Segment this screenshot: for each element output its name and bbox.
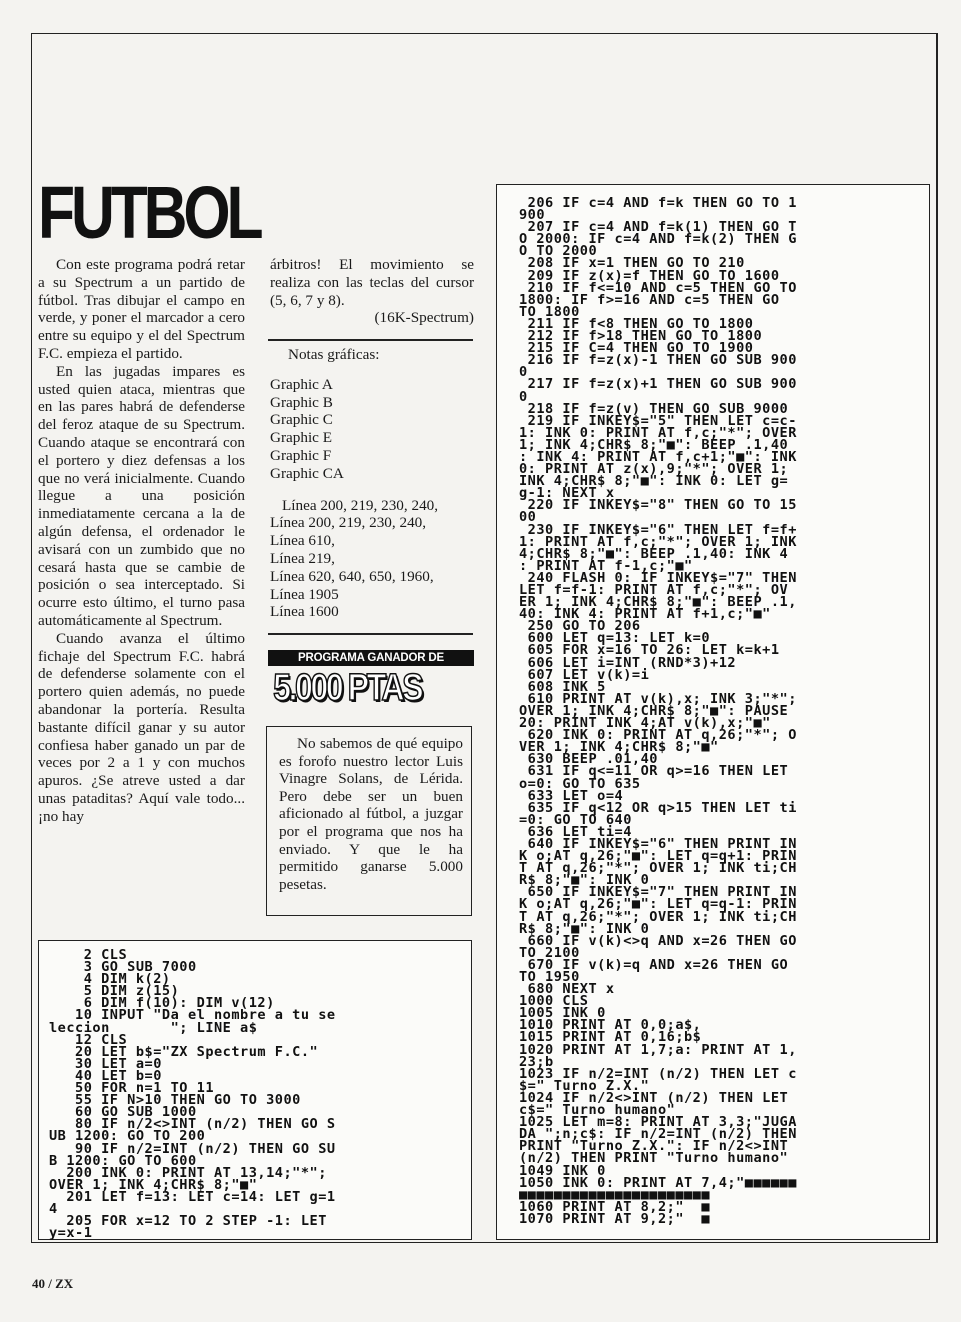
divider bbox=[268, 339, 473, 341]
prize-label: PROGRAMA GANADOR DE bbox=[268, 650, 474, 666]
graphic-item: Graphic C bbox=[270, 411, 333, 429]
code-listing-right bbox=[496, 184, 930, 1240]
linea-item: Línea 200, 219, 230, 240, bbox=[270, 514, 427, 532]
graphic-item: Graphic F bbox=[270, 446, 332, 464]
graphic-notes bbox=[270, 346, 476, 621]
paragraph: Con este programa podrá retar a su Spectrum a un partido de fútbol. Tras dibujar el campo en verde, y poner el marcador a cero entre su equipo y el del Spectrum F.C. empieza el partido. bbox=[38, 256, 245, 362]
paragraph: árbitros! El movimiento se realiza con las teclas del cursor (5, 6, 7 y 8). bbox=[270, 256, 474, 309]
graphic-item: Graphic A bbox=[270, 375, 333, 393]
paragraph: Cuando avanza el último fichaje del Spectrum F.C. habrá de defenderse solamente con el portero quien además, no puede abandonar la portería. Resulta bastante difícil ganar y su autor confiesa haber ganado un par de veces por 2 a 1 y con muchos apuros. ¿Se atreve usted a dar unas pataditas? Aquí vale todo... ¡no hay bbox=[38, 629, 245, 825]
paragraph: En las jugadas impares es usted quien ataca, mientras que en las pares habrá de defenderse del feroz ataque de su Spectrum. Cuando ataque se encontrará con el portero y diez defensas a los que no verá inicialmente. Cuando llegue a una posición inmediatamente cercana a la de algún defensa, el ordenador le avisará con un zumbido que no cesará hasta que se cambie de posición o sea interceptado. Si ocurre esto último, el turno pasa automáticamente al Spectrum. bbox=[38, 362, 245, 629]
linea-item: Línea 200, 219, 230, 240, bbox=[282, 496, 439, 514]
article-column-1 bbox=[38, 256, 245, 826]
code-lines: 2 CLS 3 GO SUB 7000 4 DIM k(2) 5 DIM z(15) 6 DIM f(10): DIM v(12) 10 INPUT "Da el nombre a tu se leccion "; LINE a$ 12 CLS 20 LET b$="ZX Spectrum F.C." 30 LET a=0 40 LET b=0 50 FOR n=1 TO 11 55 IF N>10 THEN GO TO 3000 60 GO SUB 1000 80 IF n/2<>INT (n/2) THEN GO S UB 1200: GO TO 200 90 IF n/2=INT (n/2) THEN GO SU B 1200: GO TO 600 200 INK 0: PRINT AT 13,14;"*"; OVER 1; INK 4;CHR$ 8;"■" 201 LET f=13: LET c=14: LET g=1 4 205 FOR x=12 TO 2 STEP -1: LET y=x-1 bbox=[49, 947, 336, 1242]
notes-title: Notas gráficas: bbox=[288, 346, 380, 363]
prize-banner bbox=[268, 650, 474, 716]
page-footer: 40 / ZX bbox=[32, 1276, 74, 1291]
graphic-item: Graphic CA bbox=[270, 464, 344, 482]
graphic-item: Graphic B bbox=[270, 393, 333, 411]
author-box bbox=[266, 726, 472, 916]
linea-item: Línea 219, bbox=[270, 549, 335, 567]
memory-note: (16K-Spectrum) bbox=[374, 309, 474, 327]
linea-item: Línea 1905 bbox=[270, 585, 339, 603]
article-column-2 bbox=[270, 256, 474, 327]
linea-item: Línea 610, bbox=[270, 532, 335, 550]
code-listing-left bbox=[38, 940, 472, 1240]
author-text: No sabemos de qué equipo es forofo nuestro lector Luis Vinagre Solans, de Lérida. Pero debe ser un buen aficionado al fútbol, a juzgar por el programa que nos ha enviado. Y que le ha permitido ganarse 5.000 pesetas. bbox=[279, 735, 463, 893]
prize-amount: 5.000 PTAS bbox=[273, 667, 422, 709]
divider bbox=[268, 633, 473, 635]
graphic-item: Graphic E bbox=[270, 429, 332, 447]
linea-item: Línea 1600 bbox=[270, 603, 339, 621]
code-lines: 206 IF c=4 AND f=k THEN GO TO 1 900 207 IF c=4 AND f=k(1) THEN GO T O 2000: IF c=4 AND f=k(2) THEN G O TO 2000 208 IF x=1 THEN GO TO 210 209 IF z(x)=f THEN GO TO 1600 210 IF f<=10 AND c=5 THEN GO TO 1800: IF f>=16 AND c=5 THEN GO TO 1800 211 IF f<8 THEN GO TO 1800 212 IF f>18 THEN GO TO 1800 215 IF C=4 THEN GO TO 1900 216 IF f=z(x)-1 THEN GO SUB 900 0 217 IF f=z(x)+1 THEN GO SUB 900 0 218 IF f=z(v) THEN GO SUB 9000 219 IF INKEY$="5" THEN LET c=c- 1: INK 0: PRINT AT f,c;"*"; OVER 1; INK 4;CHR$ 8;"■": BEEP .1,40 : INK 4: PRINT AT f,c+1;"■": INK 0: PRINT AT z(x),9;"*"; OVER 1; INK 4;CHR$ 8;"■": INK 0: LET g= g-1: NEXT x 220 IF INKEY$="8" THEN GO TO 15 00 230 IF INKEY$="6" THEN LET f=f+ 1: PRINT AT f,c;"*"; OVER 1; INK 4;CHR$ 8;"■": BEEP .1,40: INK 4 : PRINT AT f-1,c;"■" 240 FLASH 0: IF INKEY$="7" THEN LET f=f-1: PRINT AT f,c;"*"; OV ER 1; INK 4;CHR$ 8;"■": BEEP .1, 40: INK 4: PRINT AT f+1,c;"■" 250 GO TO 206 600 LET q=13: LET k=0 605 FOR x=16 TO 26: LET k=k+1 606 LET i=INT (RND*3)+12 607 LET v(k)=i 608 INK 5 610 PRINT AT v(k),x; INK 3;"*"; OVER 1; INK 4;CHR$ 8;"■": PAUSE 20: PRINT INK 4;AT v(k),x;"■" 620 INK 0: PRINT AT q,26;"*"; O VER 1; INK 4;CHR$ 8;"■" 630 BEEP .01,40 631 IF q<=11 OR q>=16 THEN LET o=0: GO TO 635 633 LET o=4 635 IF q<12 OR q>15 THEN LET ti =0: GO TO 640 636 LET ti=4 640 IF INKEY$="6" THEN PRINT IN K o;AT q,26;"■": LET q=q+1: PRIN T AT q,26;"*"; OVER 1; INK ti;CH R$ 8;"■": INK 0 650 IF INKEY$="7" THEN PRINT IN K o;AT q,26;"■": LET q=q-1: PRIN T AT q,26;"*"; OVER 1; INK ti;CH R$ 8;"■": INK 0 660 IF v(k)<>q AND x=26 THEN GO TO 2100 670 IF v(k)=q AND x=26 THEN GO TO 1950 680 NEXT x 1000 CLS 1005 INK 0 1010 PRINT AT 0,0;a$, 1015 PRINT AT 0,16;b$ 1020 PRINT AT 1,7;a: PRINT AT 1, 23;b 1023 IF n/2=INT (n/2) THEN LET c $=" Turno Z.X." 1024 IF n/2<>INT (n/2) THEN LET c$=" Turno humano" 1025 LET m=8: PRINT AT 3,3;"JUGA DA ";n;c$: IF n/2=INT (n/2) THEN PRINT "Turno Z.X.": IF n/2<>INT (n/2) THEN PRINT "Turno humano" 1049 INK 0 1050 INK 0: PRINT AT 7,4;"■■■■■■ ■■■■■■■■■■■■■■■■■■■■■■ 1060 PRINT AT 8,2;" ■ 1070 PRINT AT 9,2;" ■ bbox=[519, 195, 797, 1227]
right-border bbox=[936, 33, 938, 1243]
linea-item: Línea 620, 640, 650, 1960, bbox=[270, 567, 434, 585]
article-title: FUTBOL bbox=[38, 171, 260, 254]
